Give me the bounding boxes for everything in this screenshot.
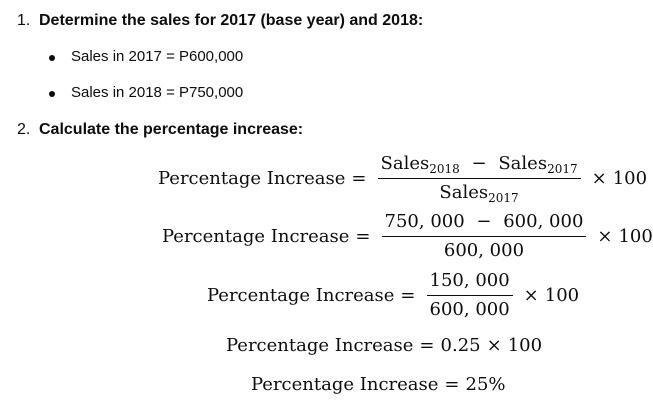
fraction-denominator: 600, 000 — [443, 240, 525, 261]
equation-substituted — [162, 211, 653, 262]
equation-difference — [207, 270, 579, 321]
bullet-sales-2017: Sales in 2017 = P600,000 — [71, 48, 244, 65]
hundred: 100 — [612, 168, 648, 189]
times-sign: × — [486, 335, 502, 356]
fraction — [382, 211, 587, 262]
minus-sign: − — [476, 211, 492, 232]
equation-lhs: Percentage Increase — [158, 168, 346, 189]
fraction-numerator: 150, 000 — [429, 270, 510, 291]
sales-term: Sales — [439, 182, 489, 203]
fraction — [378, 153, 581, 204]
equals-sign: = — [444, 374, 460, 395]
equals-sign: = — [419, 335, 435, 356]
minus-sign: − — [471, 153, 487, 174]
step-1-title: Determine the sales for 2017 (base year) and 2018: — [39, 12, 424, 29]
fraction — [427, 270, 513, 321]
value-600000: 600, 000 — [503, 211, 584, 232]
bullet-sales-2018: Sales in 2018 = P750,000 — [71, 84, 244, 101]
subscript-2018: 2018 — [429, 162, 460, 176]
bullet-dot — [49, 55, 55, 61]
step-2-number: 2. — [17, 121, 31, 138]
equation-result — [251, 374, 506, 395]
fraction-denominator — [436, 179, 521, 204]
subscript-2017: 2017 — [547, 162, 578, 176]
equation-formula — [158, 153, 647, 204]
equals-sign: = — [351, 168, 367, 189]
sales-term: Sales — [380, 153, 430, 174]
hundred: 100 — [507, 335, 543, 356]
times-sign: × — [591, 168, 607, 189]
subscript-2017: 2017 — [488, 191, 519, 205]
equation-lhs: Percentage Increase — [162, 226, 350, 247]
step-2-title: Calculate the percentage increase: — [39, 121, 304, 138]
hundred: 100 — [544, 285, 580, 306]
fraction-numerator — [382, 211, 587, 236]
fraction-numerator — [378, 153, 581, 178]
hundred: 100 — [618, 226, 653, 247]
result-value: 25% — [465, 374, 506, 395]
decimal-value: 0.25 — [440, 335, 481, 356]
bullet-dot — [49, 91, 55, 97]
fraction-denominator: 600, 000 — [429, 299, 510, 320]
equation-lhs: Percentage Increase — [207, 285, 395, 306]
equals-sign: = — [400, 285, 416, 306]
times-sign: × — [597, 226, 613, 247]
times-sign: × — [523, 285, 539, 306]
sales-term: Sales — [498, 153, 548, 174]
value-750000: 750, 000 — [384, 211, 465, 232]
equation-lhs: Percentage Increase — [226, 335, 414, 356]
equals-sign: = — [355, 226, 371, 247]
step-1-number: 1. — [17, 12, 31, 29]
equation-lhs: Percentage Increase — [251, 374, 439, 395]
equation-decimal — [226, 335, 542, 356]
